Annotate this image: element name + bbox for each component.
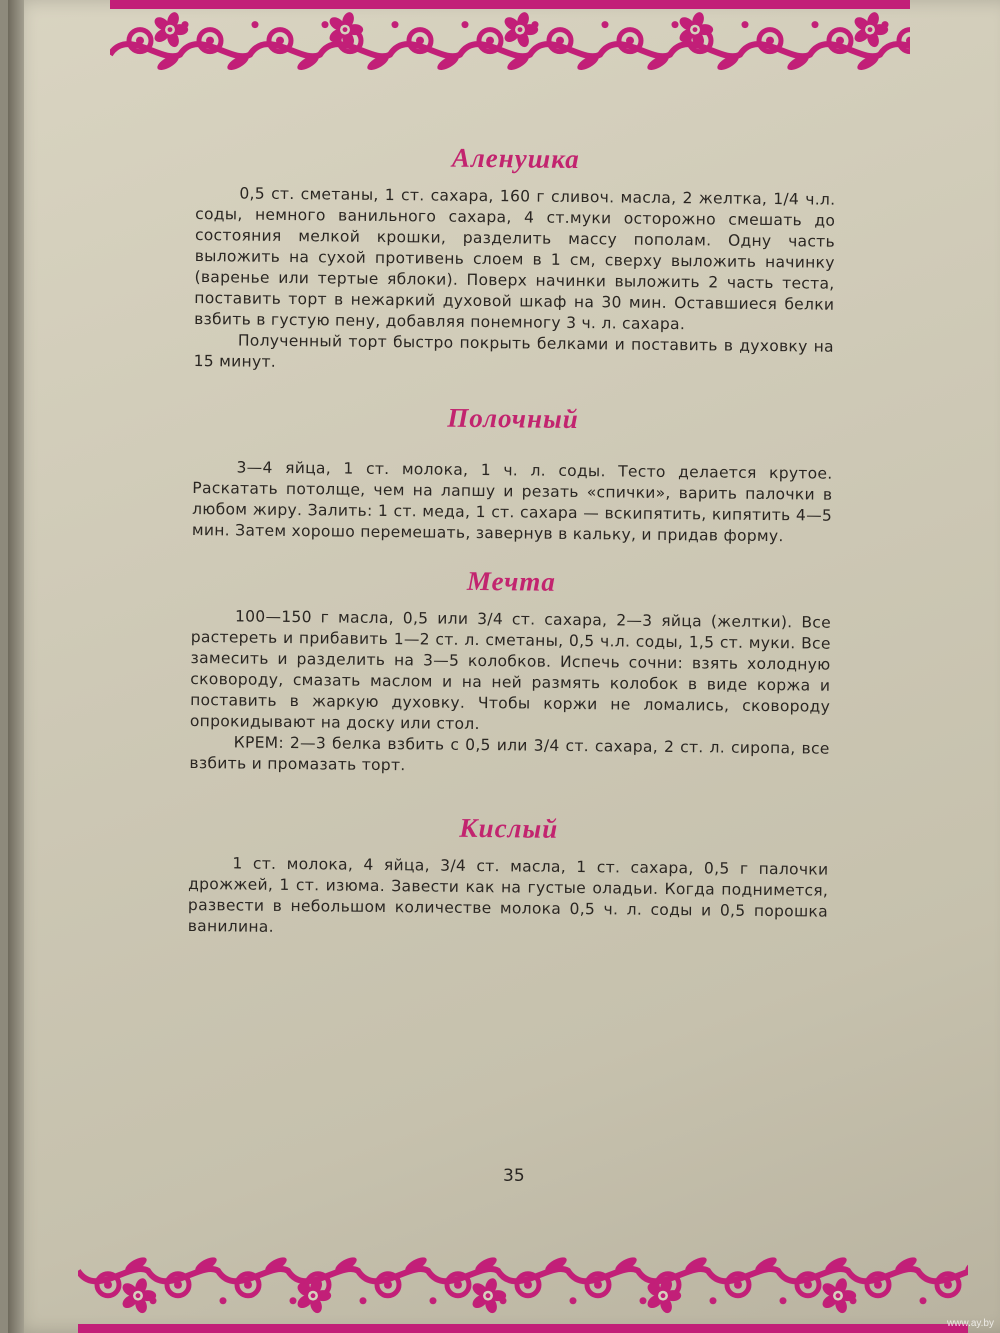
book-spine [8, 0, 24, 1333]
recipe-paragraph: 1 ст. молока, 4 яйца, 3/4 ст. масла, 1 ст. сахара, 0,5 г палочки дрожжей, 1 ст. изюма. Завести как на густые оладьи. Когда поднимется, развести в небольшом количестве молока 0,5 ч. л. соды и 0,5 порошка ванилина. [187, 854, 829, 936]
recipe-title: Аленушка [451, 142, 580, 175]
page-number: 35 [503, 1166, 525, 1186]
watermark: www.ay.by [946, 1318, 994, 1329]
recipe-alenushka [194, 140, 836, 379]
recipe-kisly [188, 810, 829, 944]
recipe-paragraph: Полученный торт быстро покрыть белками и поставить в духовку на 15 минут. [193, 331, 834, 371]
top-floral-ornament-icon [110, 0, 910, 78]
recipe-mechta [189, 563, 831, 781]
book-page [8, 0, 1000, 1333]
recipe-title: Мечта [466, 565, 557, 597]
recipe-paragraph: 0,5 ст. сметаны, 1 ст. сахара, 160 г сливоч. масла, 2 желтка, 1/4 ч.л. соды, немного ванильного сахара, 4 ст.муки осторожно смешать до состояния мелкой крошки, разделить массу пополам. Одну часть выложить на сухой противень слоем в 1 см, сверху выложить начинку (варенье или тертые яблоки). Поверх начинки выложить 2 часть теста, поставить торт в нежаркий духовой шкаф на 30 мин. Оставшиеся белки взбить в густую пену, добавляя понемногу 3 ч. л. сахара. [194, 184, 836, 334]
bottom-floral-ornament-icon [78, 1250, 968, 1333]
recipes-content [187, 140, 835, 962]
recipe-paragraph: 3—4 яйца, 1 ст. молока, 1 ч. л. соды. Тесто делается крутое. Раскатать потолще, чем на лапшу и резать «спички», варить палочки в любом жиру. Залить: 1 ст. меда, 1 ст. сахара — вскипятить, кипятить 4—5 мин. Затем хорошо перемешать, завернув в кальку, и придав форму. [191, 458, 833, 546]
recipe-paragraph: КРЕМ: 2—3 белка взбить с 0,5 или 3/4 ст. сахара, 2 ст. л. сиропа, все взбить и промазать торт. [189, 733, 830, 775]
recipe-paragraph: 100—150 г масла, 0,5 или 3/4 ст. сахара, 2—3 яйца (желтки). Все растереть и прибавить 1—2 ст. л. сметаны, 0,5 ч.л. соды, 1,5 ст. муки. Все замесить и разделить на 3—5 колобков. Испечь сочни: взять холодную сковороду, смазать маслом и на ней размять колобок в виде коржа и поставить в жаркую духовку. Чтобы коржи не ломались, сковороду опрокидывают на доску или стол. [189, 607, 832, 734]
recipe-polochny [192, 400, 833, 548]
recipe-title: Кислый [459, 812, 559, 844]
recipe-title: Полочный [447, 402, 579, 435]
